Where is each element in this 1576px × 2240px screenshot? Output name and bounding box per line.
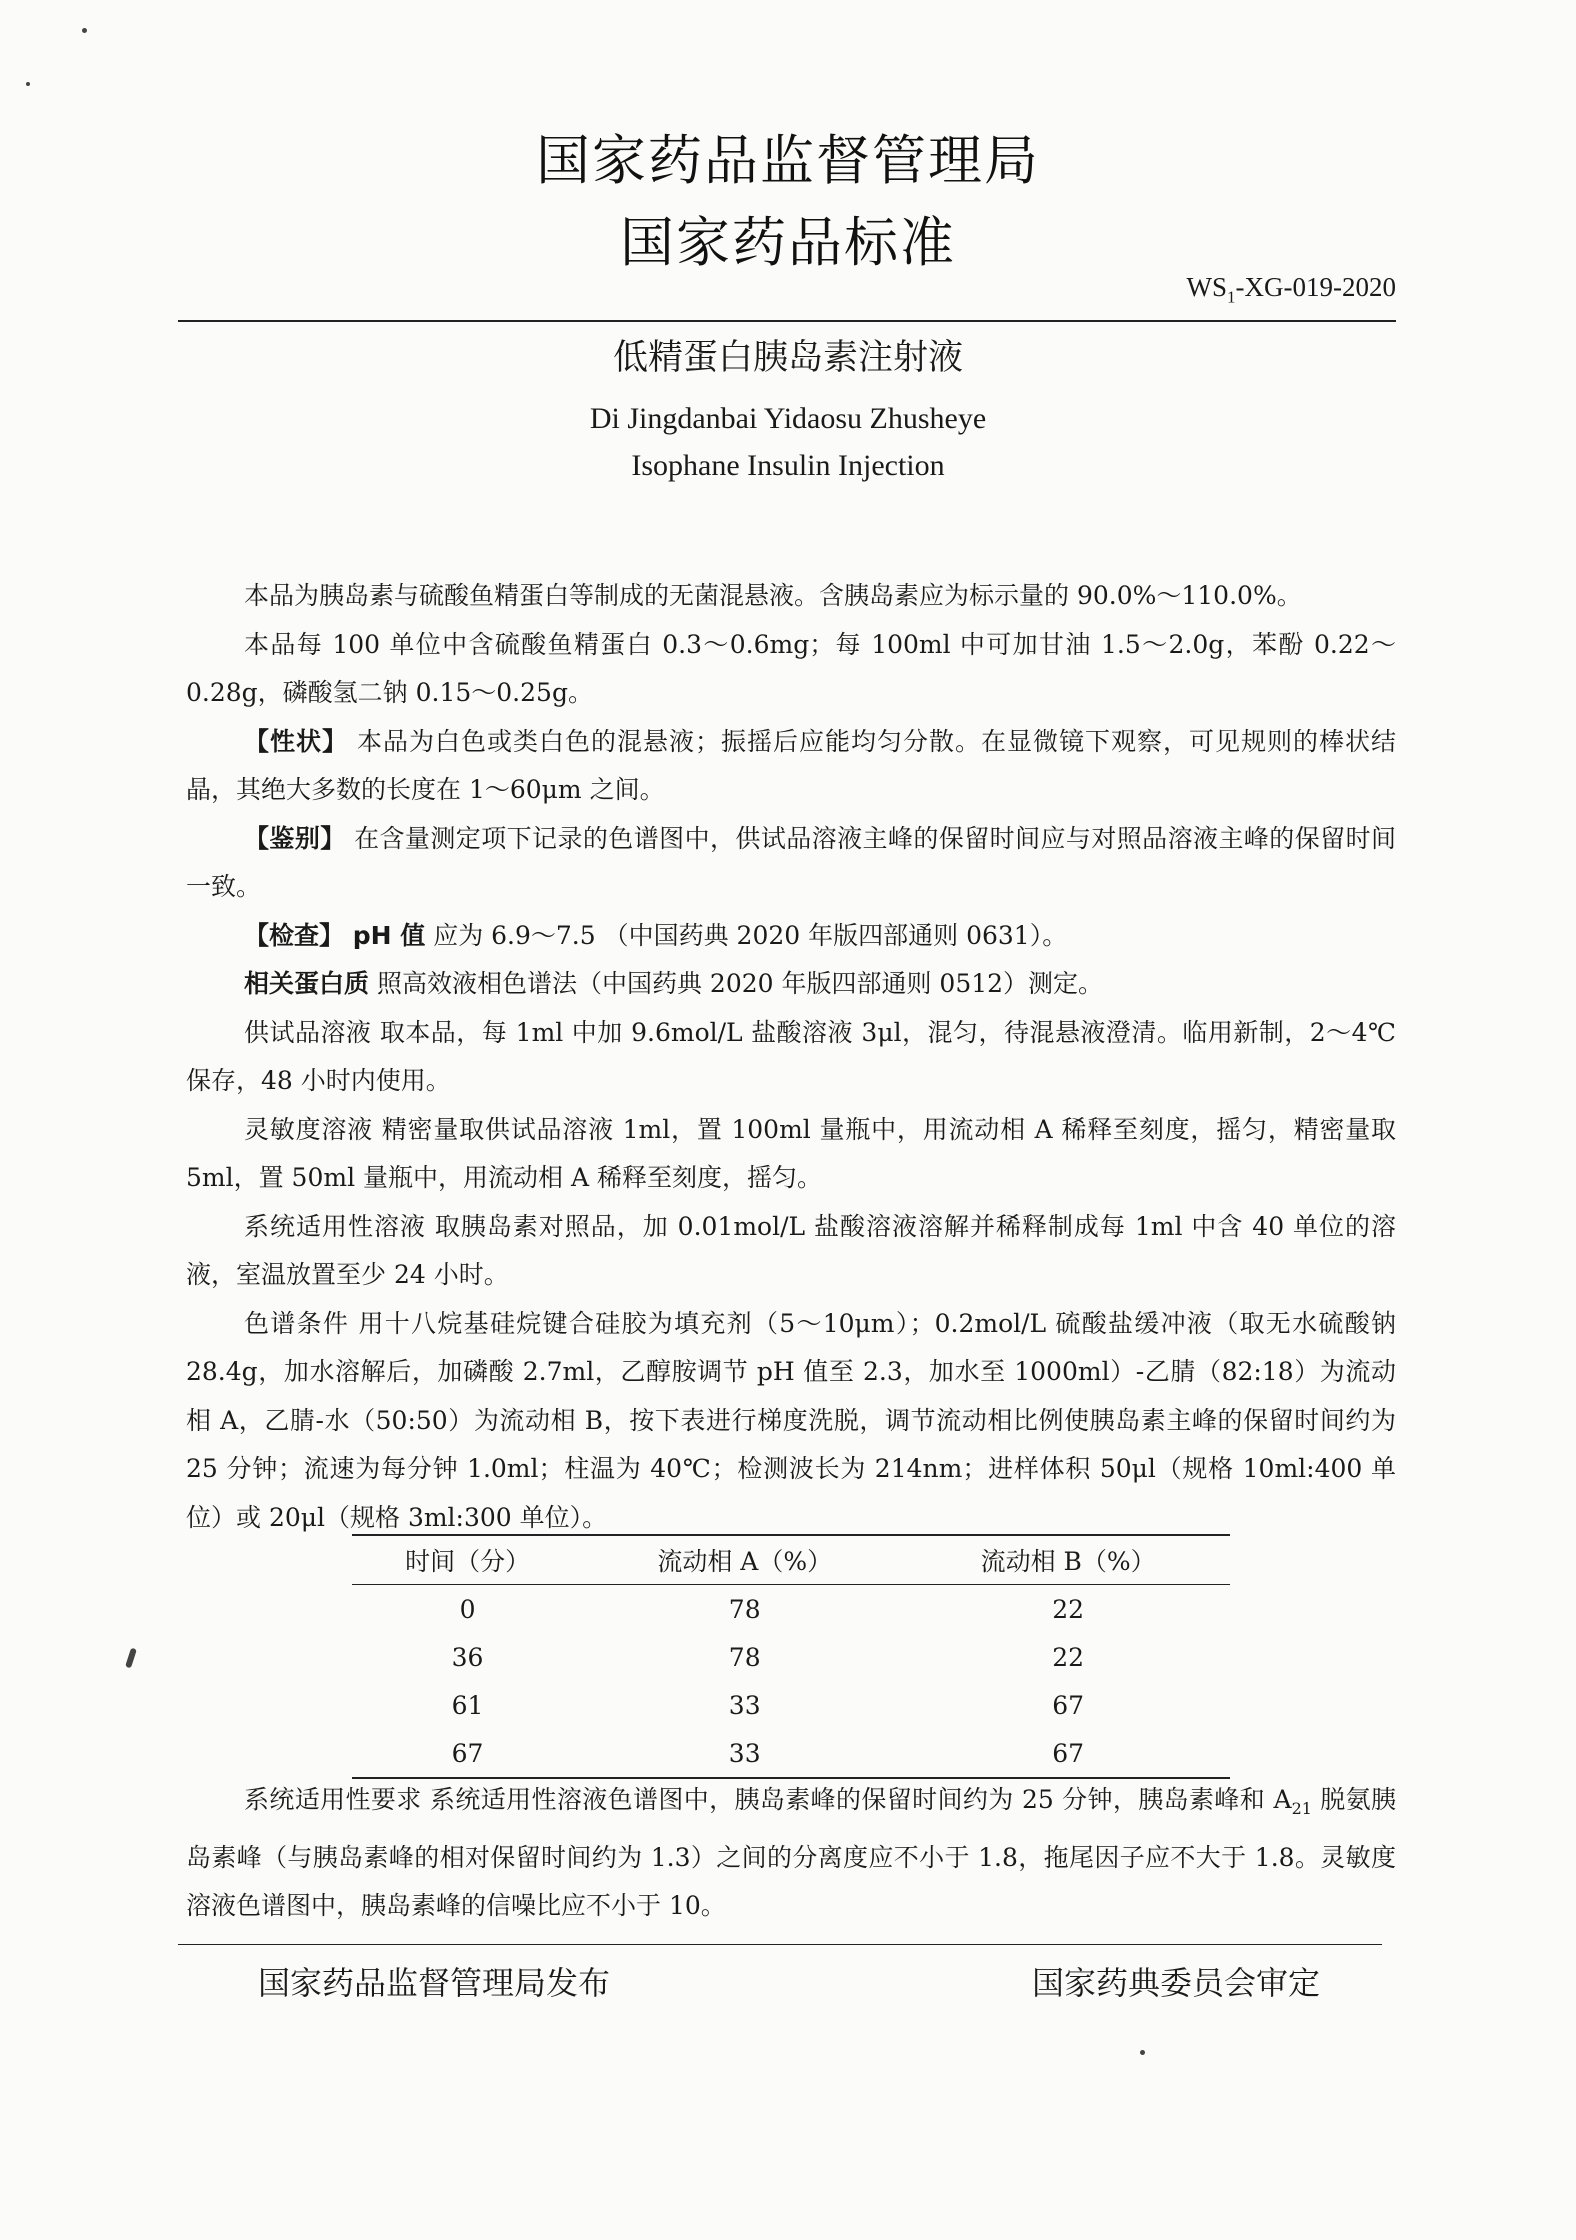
footer-reviewer: 国家药典委员会审定	[1032, 1964, 1321, 2002]
table-cell: 36	[451, 1642, 484, 1672]
paragraph-sensitivity-solution: 灵敏度溶液 精密量取供试品溶液 1ml，置 100ml 量瓶中，用流动相 A 稀释至刻度，摇匀，精密量取 5ml，置 50ml 量瓶中，用流动相 A 稀释至刻度，摇匀。	[186, 1114, 1396, 1192]
table-header: 流动相 B（%）	[906, 1535, 1230, 1585]
table-row	[352, 1633, 1230, 1681]
table-row	[352, 1585, 1230, 1634]
table-cell: 78	[728, 1594, 761, 1624]
suitability-subscript: 21	[1291, 1799, 1312, 1818]
scan-speck	[1140, 2050, 1145, 2055]
drug-title-en: Isophane Insulin Injection	[631, 449, 945, 482]
table-cell: 33	[728, 1690, 761, 1720]
paragraph-excipients: 本品每 100 单位中含硫酸鱼精蛋白 0.3～0.6mg；每 100ml 中可加甘油 1.5～2.0g，苯酚 0.22～0.28g，磷酸氢二钠 0.15～0.25g。	[186, 629, 1396, 707]
table-cell: 22	[1052, 1642, 1085, 1672]
suitability-text-rest: 脱氨胰岛素峰（与胰岛素峰的相对保留时间约为 1.3）之间的分离度应不小于 1.8，拖尾因子应不大于 1.8。灵敏度溶液色谱图中，胰岛素峰的信噪比应不小于 10。	[186, 1785, 1397, 1920]
table-cell: 78	[728, 1642, 761, 1672]
section-label-description: 【性状】	[244, 726, 349, 756]
footer-divider	[178, 1944, 1382, 1945]
document-body	[186, 572, 1396, 1542]
scan-speck	[26, 82, 30, 86]
paragraph-suitability-solution: 系统适用性溶液 取胰岛素对照品，加 0.01mol/L 盐酸溶液溶解并稀释制成每 1ml 中含 40 单位的溶液，室温放置至少 24 小时。	[186, 1211, 1396, 1289]
scan-mark	[125, 1648, 137, 1669]
doc-type-title: 国家药品标准	[620, 211, 956, 274]
paragraph-test-solution: 供试品溶液 取本品，每 1ml 中加 9.6mol/L 盐酸溶液 3μl，混匀，待混悬液澄清。临用新制，2～4℃保存，48 小时内使用。	[186, 1017, 1396, 1095]
std-prefix: WS	[1186, 272, 1228, 302]
table-header-row	[352, 1535, 1230, 1585]
header-divider	[178, 320, 1396, 322]
standard-number	[1187, 272, 1396, 307]
agency-title: 国家药品监督管理局	[536, 129, 1040, 192]
ph-text: 应为 6.9～7.5 （中国药典 2020 年版四部通则 0631）。	[425, 920, 1068, 950]
std-subscript: 1	[1227, 287, 1236, 307]
paragraph-related-proteins	[186, 960, 1396, 1009]
table-cell: 33	[583, 1729, 906, 1778]
related-proteins-text: 照高效液相色谱法（中国药典 2020 年版四部通则 0512）测定。	[369, 969, 1104, 998]
related-proteins-label: 相关蛋白质	[244, 969, 370, 998]
table-header: 流动相 A（%）	[583, 1535, 906, 1585]
std-suffix: -XG-019-2020	[1235, 272, 1396, 302]
paragraph-description	[186, 718, 1396, 815]
suitability-requirements	[186, 1776, 1396, 1931]
table-cell: 61	[451, 1690, 484, 1720]
table-row	[352, 1681, 1230, 1729]
section-label-tests: 【检查】	[244, 920, 345, 950]
paragraph-identification	[186, 815, 1396, 912]
table-cell: 22	[1052, 1594, 1085, 1624]
scan-speck	[82, 28, 87, 33]
description-text: 本品为白色或类白色的混悬液；振摇后应能均匀分散。在显微镜下观察，可见规则的棒状结晶，其绝大多数的长度在 1～60μm 之间。	[186, 726, 1396, 804]
ph-label: pH 值	[344, 920, 426, 950]
table-cell: 67	[352, 1729, 583, 1778]
table-row	[352, 1729, 1230, 1778]
paragraph-composition: 本品为胰岛素与硫酸鱼精蛋白等制成的无菌混悬液。含胰岛素应为标示量的 90.0%～110.0%。	[244, 581, 1302, 610]
paragraph-chromatographic-conditions: 色谱条件 用十八烷基硅烷键合硅胶为填充剂（5～10μm）；0.2mol/L 硫酸盐缓冲液（取无水硫酸钠 28.4g，加水溶解后，加磷酸 2.7ml，乙醇胺调节 pH 值至 2.3，加水至 1000ml）-乙腈（82:18）为流动相 A，乙腈-水（50:50）为流动相 B，按下表进行梯度洗脱，调节流动相比例使胰岛素主峰的保留时间约为 25 分钟；流速为每分钟 1.0ml；柱温为 40℃；检测波长为 214nm；进样体积 50μl（规格 10ml:400 单位）或 20μl（规格 3ml:300 单位）。	[186, 1308, 1396, 1532]
table-header: 时间（分）	[352, 1535, 583, 1585]
paragraph-suitability-requirements	[186, 1776, 1396, 1931]
footer-publisher: 国家药品监督管理局发布	[258, 1964, 611, 2002]
identification-text: 在含量测定项下记录的色谱图中，供试品溶液主峰的保留时间应与对照品溶液主峰的保留时间一致。	[186, 823, 1396, 901]
drug-title-cn: 低精蛋白胰岛素注射液	[612, 338, 963, 378]
section-label-identification: 【鉴别】	[244, 823, 346, 853]
drug-title-pinyin: Di Jingdanbai Yidaosu Zhusheye	[589, 402, 987, 435]
paragraph-tests	[186, 912, 1396, 961]
gradient-table	[352, 1534, 1230, 1779]
table-cell: 0	[459, 1594, 476, 1624]
suitability-text: 系统适用性要求 系统适用性溶液色谱图中，胰岛素峰的保留时间约为 25 分钟，胰岛素峰和 A	[244, 1785, 1292, 1814]
table-cell: 67	[906, 1729, 1230, 1778]
table-cell: 67	[1052, 1690, 1085, 1720]
